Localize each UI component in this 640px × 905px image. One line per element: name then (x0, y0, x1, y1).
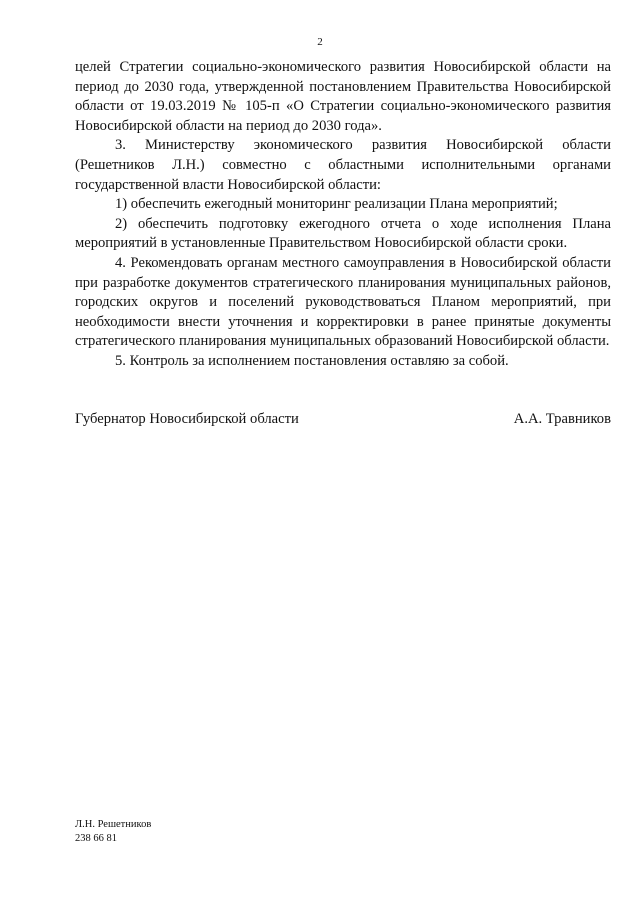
signatory-name: А.А. Травников (513, 411, 611, 427)
signature-block (75, 409, 611, 429)
paragraph-item-3-ministry: 3. Министерству экономического развития Новосибирской области (Решетников Л.Н.) совместно с областными исполнительными органами государственной власти Новосибирской области: (75, 137, 611, 193)
executor-name: Л.Н. Решетников (75, 819, 152, 830)
paragraph-item-5-control: 5. Контроль за исполнением постановления оставляю за собой. (115, 352, 509, 369)
document-body (75, 58, 611, 372)
paragraph-strategy-reference: целей Стратегии социально-экономического развития Новосибирской области на период до 2030 года, утвержденной постановлением Правительства Новосибирской области от 19.03.2019 № 105-п «О Стратегии социально-экономического развития Новосибирской области на период до 2030 года». (75, 59, 611, 134)
paragraph-item-4-recommendation: 4. Рекомендовать органам местного самоуправления в Новосибирской области при разработке документов стратегического планирования муниципальных районов, городских округов и поселений руководствоваться Планом мероприятий, при необходимости внести уточнения и корректировки в ранее принятые документы стратегического планирования муниципальных образований Новосибирской области. (75, 254, 611, 350)
signatory-title: Губернатор Новосибирской области (75, 411, 299, 427)
paragraph-subitem-2-report: 2) обеспечить подготовку ежегодного отчета о ходе исполнения Плана мероприятий в установленные Правительством Новосибирской области сроки. (75, 215, 611, 252)
executor-footer (75, 818, 151, 845)
page-number: 2 (317, 36, 323, 48)
executor-phone: 238 66 81 (75, 832, 117, 844)
paragraph-subitem-1-monitoring: 1) обеспечить ежегодный мониторинг реализации Плана мероприятий; (115, 196, 558, 213)
